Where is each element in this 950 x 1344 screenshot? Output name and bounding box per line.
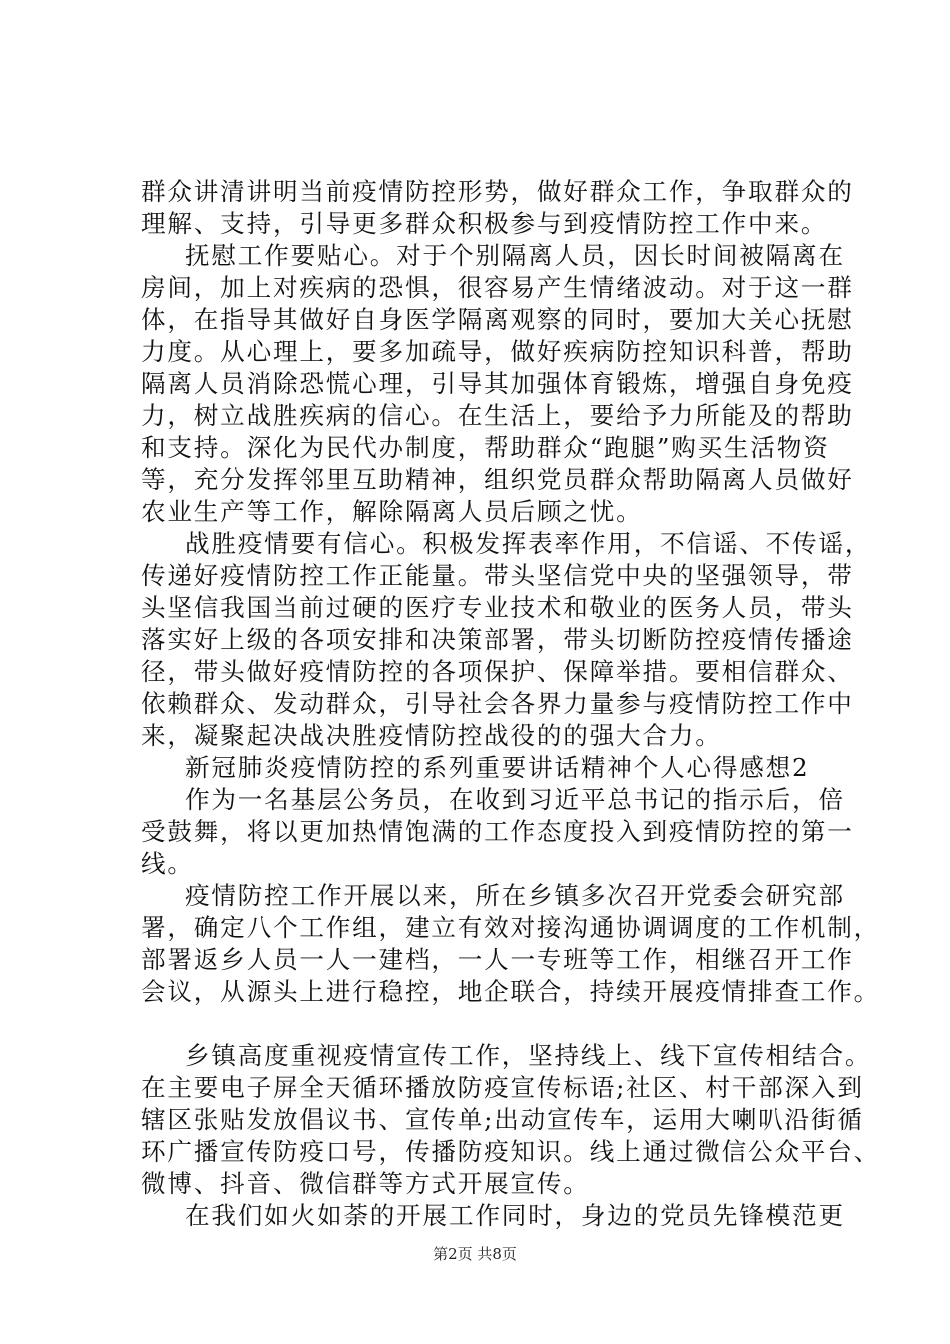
text-line: 理解、支持，引导更多群众积极参与到疫情防控工作中来。 xyxy=(141,209,828,238)
text-line: 力度。从心理上，要多加疏导，做好疾病防控知识科普，帮助 xyxy=(141,337,854,366)
text-line: 农业生产等工作，解除隔离人员后顾之忧。 xyxy=(141,497,643,526)
text-line: 辖区张贴发放倡议书、宣传单;出动宣传车，运用大喇叭沿街循 xyxy=(141,1105,864,1134)
text-line: 力，树立战胜疾病的信心。在生活上，要给予力所能及的帮助 xyxy=(141,401,854,430)
section-heading: 新冠肺炎疫情防控的系列重要讲话精神个人心得感想2 xyxy=(185,753,810,782)
text-line: 受鼓舞，将以更加热情饱满的工作态度投入到疫情防控的第一 xyxy=(141,817,854,846)
text-line: 径，带头做好疫情防控的各项保护、保障举措。要相信群众、 xyxy=(141,657,854,686)
text-line: 乡镇高度重视疫情宣传工作，坚持线上、线下宣传相结合。 xyxy=(185,1041,872,1070)
page-number-footer: 第2页 共8页 xyxy=(433,1245,517,1263)
text-line: 头坚信我国当前过硬的医疗专业技术和敬业的医务人员，带头 xyxy=(141,593,854,622)
text-line: 会议，从源头上进行稳控，地企联合，持续开展疫情排查工作。 xyxy=(141,977,881,1006)
text-line: 落实好上级的各项安排和决策部署，带头切断防控疫情传播途 xyxy=(141,625,854,654)
text-line: 作为一名基层公务员，在收到习近平总书记的指示后，倍 xyxy=(185,785,845,814)
text-line: 传递好疫情防控工作正能量。带头坚信党中央的坚强领导，带 xyxy=(141,561,854,590)
text-line: 战胜疫情要有信心。积极发挥表率作用，不信谣、不传谣， xyxy=(185,529,872,558)
text-line: 群众讲清讲明当前疫情防控形势，做好群众工作，争取群众的 xyxy=(141,177,854,206)
text-line: 抚慰工作要贴心。对于个别隔离人员，因长时间被隔离在 xyxy=(185,241,845,270)
text-line: 房间，加上对疾病的恐惧，很容易产生情绪波动。对于这一群 xyxy=(141,273,854,302)
text-line: 署，确定八个工作组，建立有效对接沟通协调调度的工作机制， xyxy=(141,913,881,942)
text-line: 环广播宣传防疫口号，传播防疫知识。线上通过微信公众平台、 xyxy=(141,1137,881,1166)
text-line: 在我们如火如荼的开展工作同时，身边的党员先锋模范更 xyxy=(185,1201,845,1230)
text-line: 体，在指导其做好自身医学隔离观察的同时，要加大关心抚慰 xyxy=(141,305,854,334)
text-line: 微博、抖音、微信群等方式开展宣传。 xyxy=(141,1169,590,1198)
text-line: 和支持。深化为民代办制度，帮助群众“跑腿”购买生活物资 xyxy=(141,433,830,462)
text-line: 等，充分发挥邻里互助精神，组织党员群众帮助隔离人员做好 xyxy=(141,465,854,494)
text-line: 疫情防控工作开展以来，所在乡镇多次召开党委会研究部 xyxy=(185,881,845,910)
text-line: 部署返乡人员一人一建档，一人一专班等工作，相继召开工作 xyxy=(141,945,854,974)
text-line: 隔离人员消除恐慌心理，引导其加强体育锻炼，增强自身免疫 xyxy=(141,369,854,398)
text-line: 来，凝聚起决战决胜疫情防控战役的的强大合力。 xyxy=(141,721,722,750)
text-line: 依赖群众、发动群众，引导社会各界力量参与疫情防控工作中 xyxy=(141,689,854,718)
text-line: 线。 xyxy=(141,849,194,878)
text-line: 在主要电子屏全天循环播放防疫宣传标语;社区、村干部深入到 xyxy=(141,1073,864,1102)
